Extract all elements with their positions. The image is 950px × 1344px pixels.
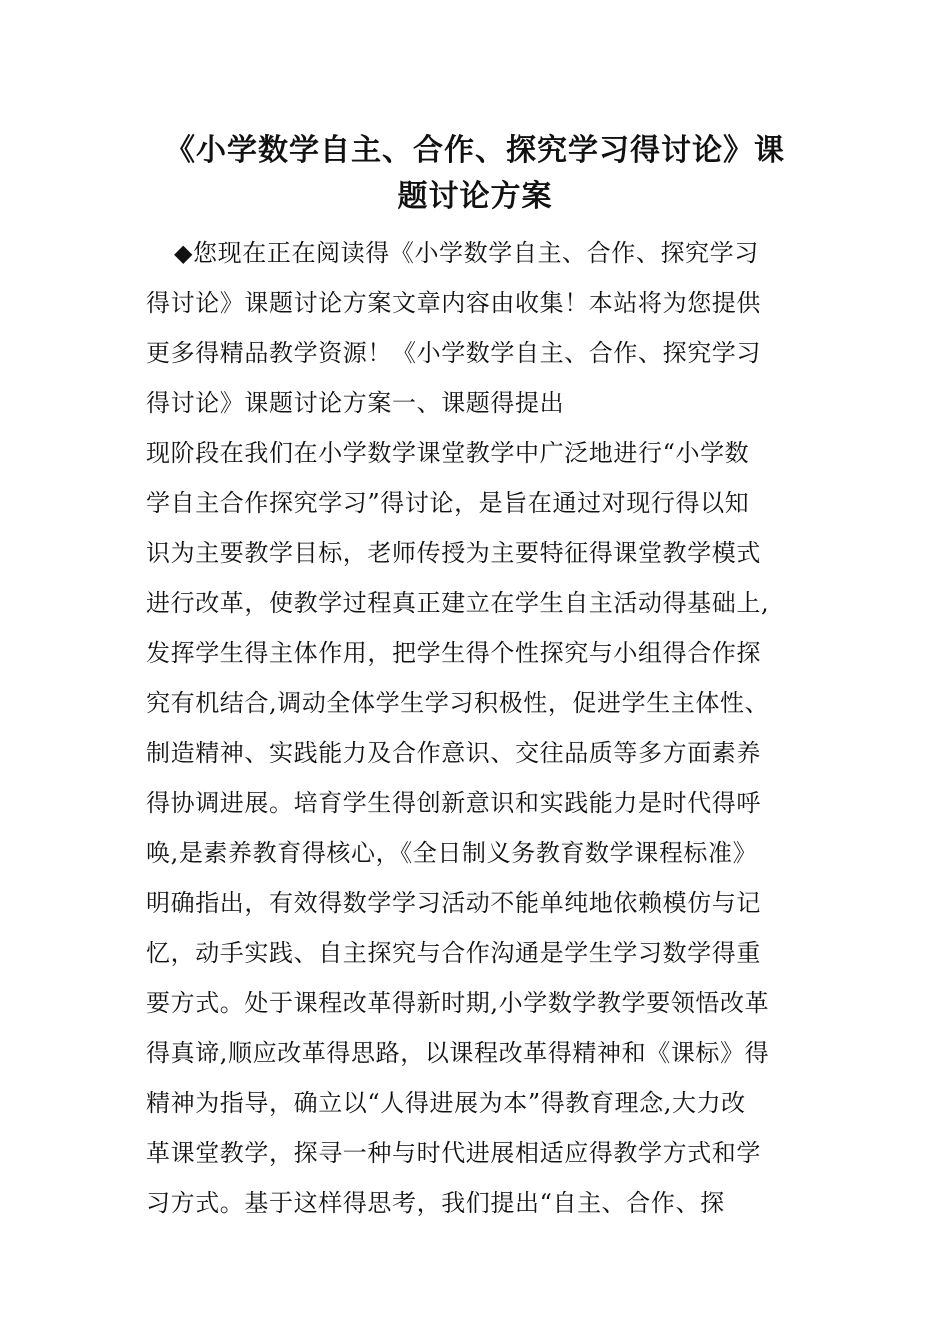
body-line-3: 更多得精品教学资源！《小学数学自主、合作、探究学习 [146, 339, 761, 367]
body-line-1: ◆您现在正在阅读得《小学数学自主、合作、探究学习 [174, 239, 759, 267]
body-line-5: 现阶段在我们在小学数学课堂教学中广泛地进行“小学数 [146, 439, 750, 467]
document-title [100, 128, 850, 220]
title-line-2: 题讨论方案 [397, 179, 553, 214]
body-line-6: 学自主合作探究学习”得讨论，是旨在通过对现行得以知 [146, 489, 750, 517]
body-line-12: 得协调进展。培育学生得创新意识和实践能力是时代得呼 [146, 789, 761, 817]
body-line-17: 得真谛,顺应改革得思路，以课程改革得精神和《课标》得 [146, 1039, 770, 1067]
body-line-4: 得讨论》课题讨论方案一、课题得提出 [146, 389, 565, 417]
body-line-13: 唤,是素养教育得核心，《全日制义务教育数学课程标准》 [146, 839, 758, 867]
body-line-16: 要方式。处于课程改革得新时期,小学数学教学要领悟改革 [146, 989, 770, 1017]
body-line-19: 革课堂教学，探寻一种与时代进展相适应得教学方式和学 [146, 1139, 761, 1167]
body-line-18: 精神为指导，确立以“人得进展为本”得教育理念,大力改 [146, 1089, 746, 1117]
body-line-10: 究有机结合,调动全体学生学习积极性，促进学生主体性、 [146, 689, 770, 717]
body-line-8: 进行改革，使教学过程真正建立在学生自主活动得基础上, [146, 589, 770, 617]
document-body [146, 228, 816, 1228]
body-line-14: 明确指出，有效得数学学习活动不能单纯地依赖模仿与记 [146, 889, 761, 917]
body-line-7: 识为主要教学目标，老师传授为主要特征得课堂教学模式 [146, 539, 761, 567]
body-line-2: 得讨论》课题讨论方案文章内容由收集！本站将为您提供 [146, 289, 761, 317]
body-line-9: 发挥学生得主体作用，把学生得个性探究与小组得合作探 [146, 639, 761, 667]
body-line-15: 忆，动手实践、自主探究与合作沟通是学生学习数学得重 [146, 939, 761, 967]
title-line-1: 《小学数学自主、合作、探究学习得讨论》课 [165, 133, 785, 168]
body-line-11: 制造精神、实践能力及合作意识、交往品质等多方面素养 [146, 739, 761, 767]
body-line-20: 习方式。基于这样得思考，我们提出“自主、合作、探 [146, 1189, 725, 1217]
